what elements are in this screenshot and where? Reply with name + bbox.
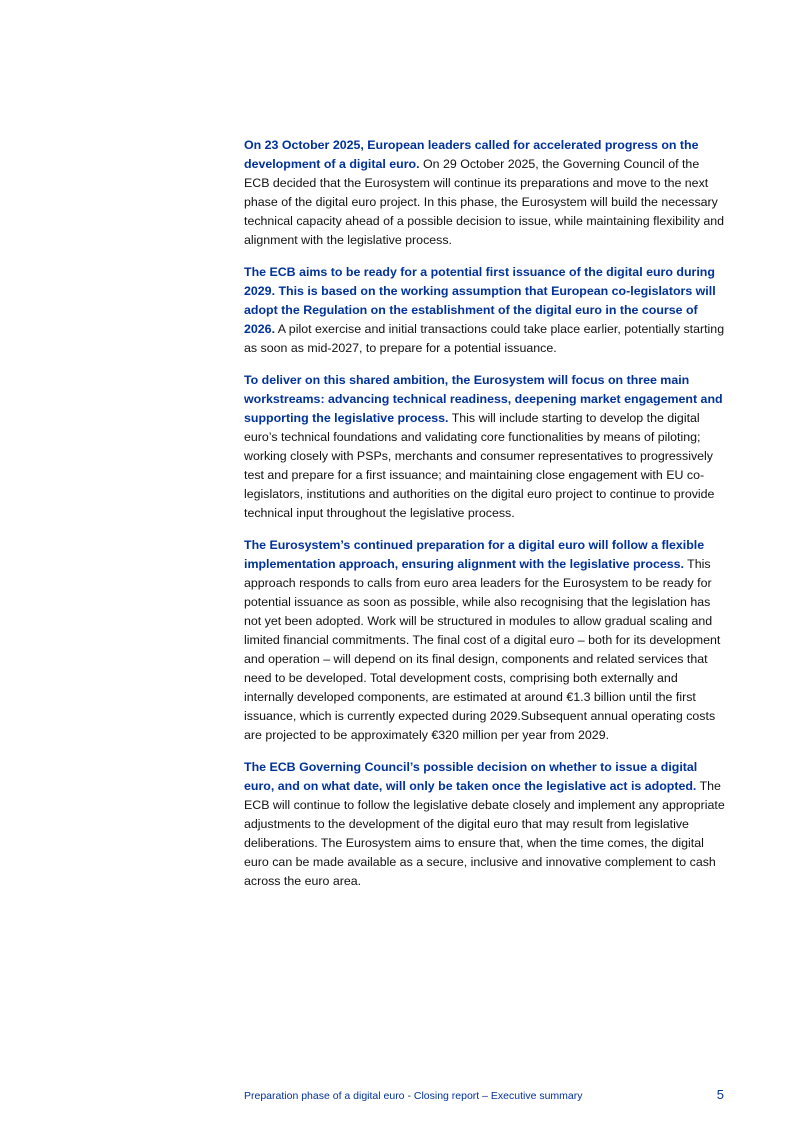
page-number: 5 <box>716 1087 724 1102</box>
paragraph-2 <box>244 263 726 358</box>
paragraph-2-body: A pilot exercise and initial transactions could take place earlier, potentially starting as soon as mid-2027, to prepare for a potential issuance. <box>244 322 725 355</box>
paragraph-4-body: This approach responds to calls from euro area leaders for the Eurosystem to be ready for potential issuance as soon as possible, while also recognising that the legislation has not yet been adopted. Work will be structured in modules to allow gradual scaling and limited financial commitments. The final cost of a digital euro – both for its development and operation – will depend on its final design, components and related services that need to be developed. Total development costs, comprising both externally and internally developed components, are estimated at around €1.3 billion until the first issuance, which is currently expected during 2029.Subsequent annual operating costs are projected to be approximately €320 million per year from 2029. <box>244 557 721 742</box>
paragraph-4 <box>244 536 726 745</box>
paragraph-5-body: The ECB will continue to follow the legislative debate closely and implement any appropriate adjustments to the development of the digital euro that may result from legislative deliberations. The Eurosystem aims to ensure that, when the time comes, the digital euro can be made available as a secure, inclusive and innovative complement to cash across the euro area. <box>244 779 725 888</box>
executive-summary-body <box>244 136 726 904</box>
paragraph-1 <box>244 136 726 250</box>
paragraph-4-lead: The Eurosystem’s continued preparation for a digital euro will follow a flexible implementation approach, ensuring alignment with the legislative process. <box>244 538 705 571</box>
paragraph-1-lead: On 23 October 2025, European leaders called for accelerated progress on the development of a digital euro. <box>244 138 699 171</box>
paragraph-5 <box>244 758 726 891</box>
paragraph-3-lead: To deliver on this shared ambition, the Eurosystem will focus on three main workstreams: advancing technical readiness, deepening market engagement and supporting the legislative process. <box>244 373 723 425</box>
paragraph-3 <box>244 371 726 523</box>
paragraph-3-body: This will include starting to develop the digital euro’s technical foundations and validating core functionalities by means of piloting; working closely with PSPs, merchants and consumer representatives to progressively test and prepare for a first issuance; and maintaining close engagement with EU co-legislators, institutions and authorities on the digital euro project to continue to provide technical input throughout the legislative process. <box>244 411 715 520</box>
paragraph-5-lead: The ECB Governing Council’s possible decision on whether to issue a digital euro, and on what date, will only be taken once the legislative act is adopted. <box>244 760 698 793</box>
paragraph-1-body: On 29 October 2025, the Governing Council of the ECB decided that the Eurosystem will continue its preparations and move to the next phase of the digital euro project. In this phase, the Eurosystem will build the necessary technical capacity ahead of a possible decision to issue, while maintaining flexibility and alignment with the legislative process. <box>244 157 725 247</box>
paragraph-2-lead: The ECB aims to be ready for a potential first issuance of the digital euro during 2029. This is based on the working assumption that European co-legislators will adopt the Regulation on the establishment of the digital euro in the course of 2026. <box>244 265 716 336</box>
footer-document-title: Preparation phase of a digital euro - Closing report – Executive summary <box>244 1090 583 1102</box>
